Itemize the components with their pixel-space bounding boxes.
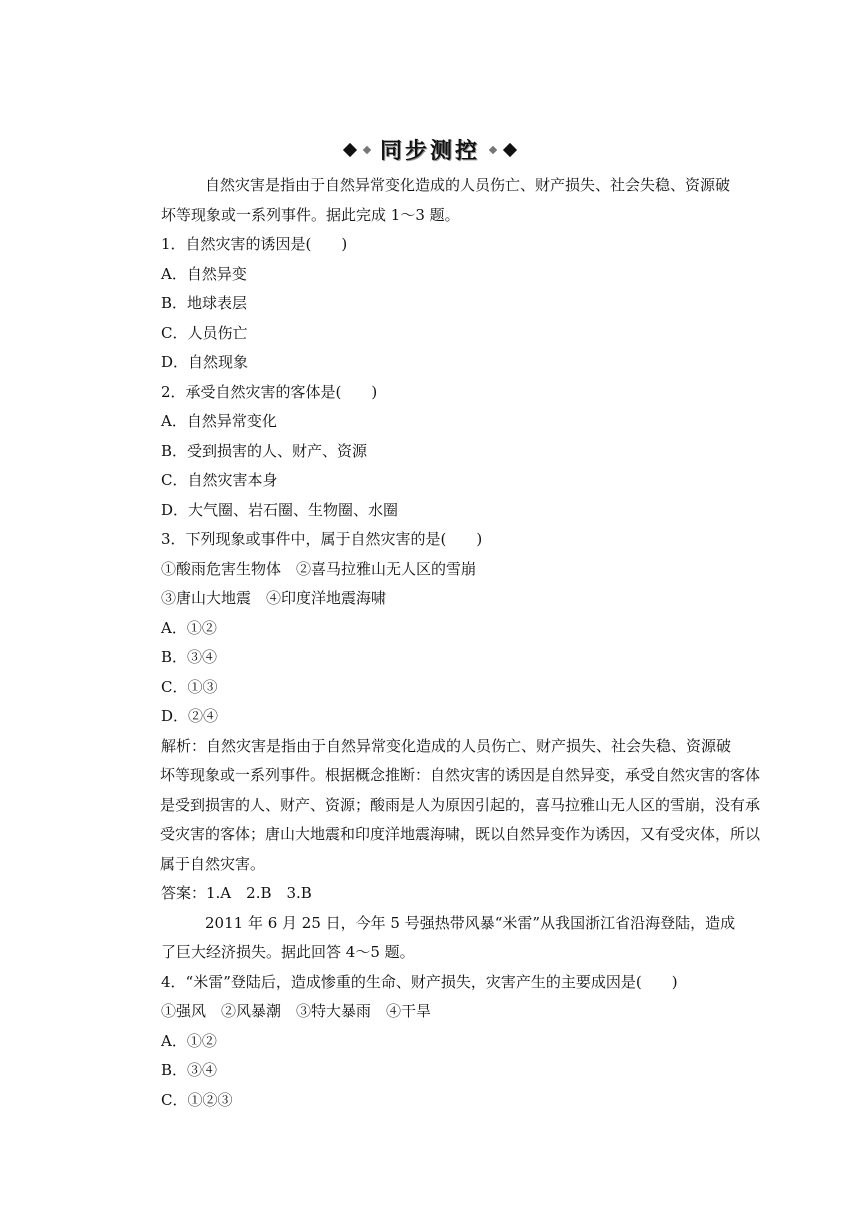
option: B．地球表层 [161,294,248,312]
section-title: 同步测控 [379,139,480,164]
section-header [0,134,860,165]
intro-paragraph-line: 2011 年 6 月 25 日，今年 5 号强热带风暴“米雷”从我国浙江省沿海登陆，造成 [205,913,736,932]
question-item: ①酸雨危害生物体 ②喜马拉雅山无人区的雪崩 [161,559,477,578]
intro-paragraph-line: 了巨大经济损失。据此回答 4～5 题。 [161,943,415,961]
option: B．受到损害的人、财产、资源 [161,441,368,460]
question-stem: 4．“米雷”登陆后，造成惨重的生命、财产损失，灾害产生的主要成因是( ) [161,972,678,991]
option: A．自然异常变化 [161,412,277,430]
question-item: ③唐山大地震 ④印度洋地震海啸 [161,589,387,607]
diamond-icon [343,142,357,156]
option: A．①② [161,618,217,637]
answer-line: 答案：1.A 2.B 3.B [161,884,312,902]
option: A．自然异变 [161,264,247,283]
intro-paragraph-line: 自然灾害是指由于自然异常变化造成的人员伤亡、财产损失、社会失稳、资源破 [205,176,731,194]
diamond-small-icon [489,145,497,153]
analysis-line: 受灾害的客体；唐山大地震和印度洋地震海啸，既以自然异变作为诱因，又有受灾体，所以 [160,825,761,843]
diamond-icon [503,142,517,156]
option: D．大气圈、岩石圈、生物圈、水圈 [161,500,399,519]
analysis-line: 解析：自然灾害是指由于自然异常变化造成的人员伤亡、财产损失、社会失稳、资源破 [161,736,732,755]
question-stem: 3．下列现象或事件中，属于自然灾害的是( ) [161,530,483,548]
option: C．自然灾害本身 [161,471,278,489]
option: B．③④ [161,1061,218,1079]
analysis-line: 是受到损害的人、财产、资源；酸雨是人为原因引起的，喜马拉雅山无人区的雪崩，没有承 [160,795,761,814]
analysis-line: 属于自然灾害。 [160,854,266,873]
question-stem: 1．自然灾害的诱因是( ) [161,235,348,253]
diamond-small-icon [363,145,371,153]
question-item: ①强风 ②风暴潮 ③特大暴雨 ④干旱 [161,1002,432,1020]
option: C．①②③ [161,1090,233,1109]
option: A．①② [161,1031,217,1050]
intro-paragraph-line: 坏等现象或一系列事件。据此完成 1～3 题。 [161,205,460,224]
option: C．人员伤亡 [161,323,248,342]
option: C．①③ [161,677,218,696]
question-stem: 2．承受自然灾害的客体是( ) [161,382,378,401]
analysis-line: 坏等现象或一系列事件。根据概念推断：自然灾害的诱因是自然异变，承受自然灾害的客体 [160,766,761,784]
option: D．②④ [161,707,219,725]
option: B．③④ [161,648,218,666]
document-body [160,171,761,1115]
option: D．自然现象 [161,353,249,371]
